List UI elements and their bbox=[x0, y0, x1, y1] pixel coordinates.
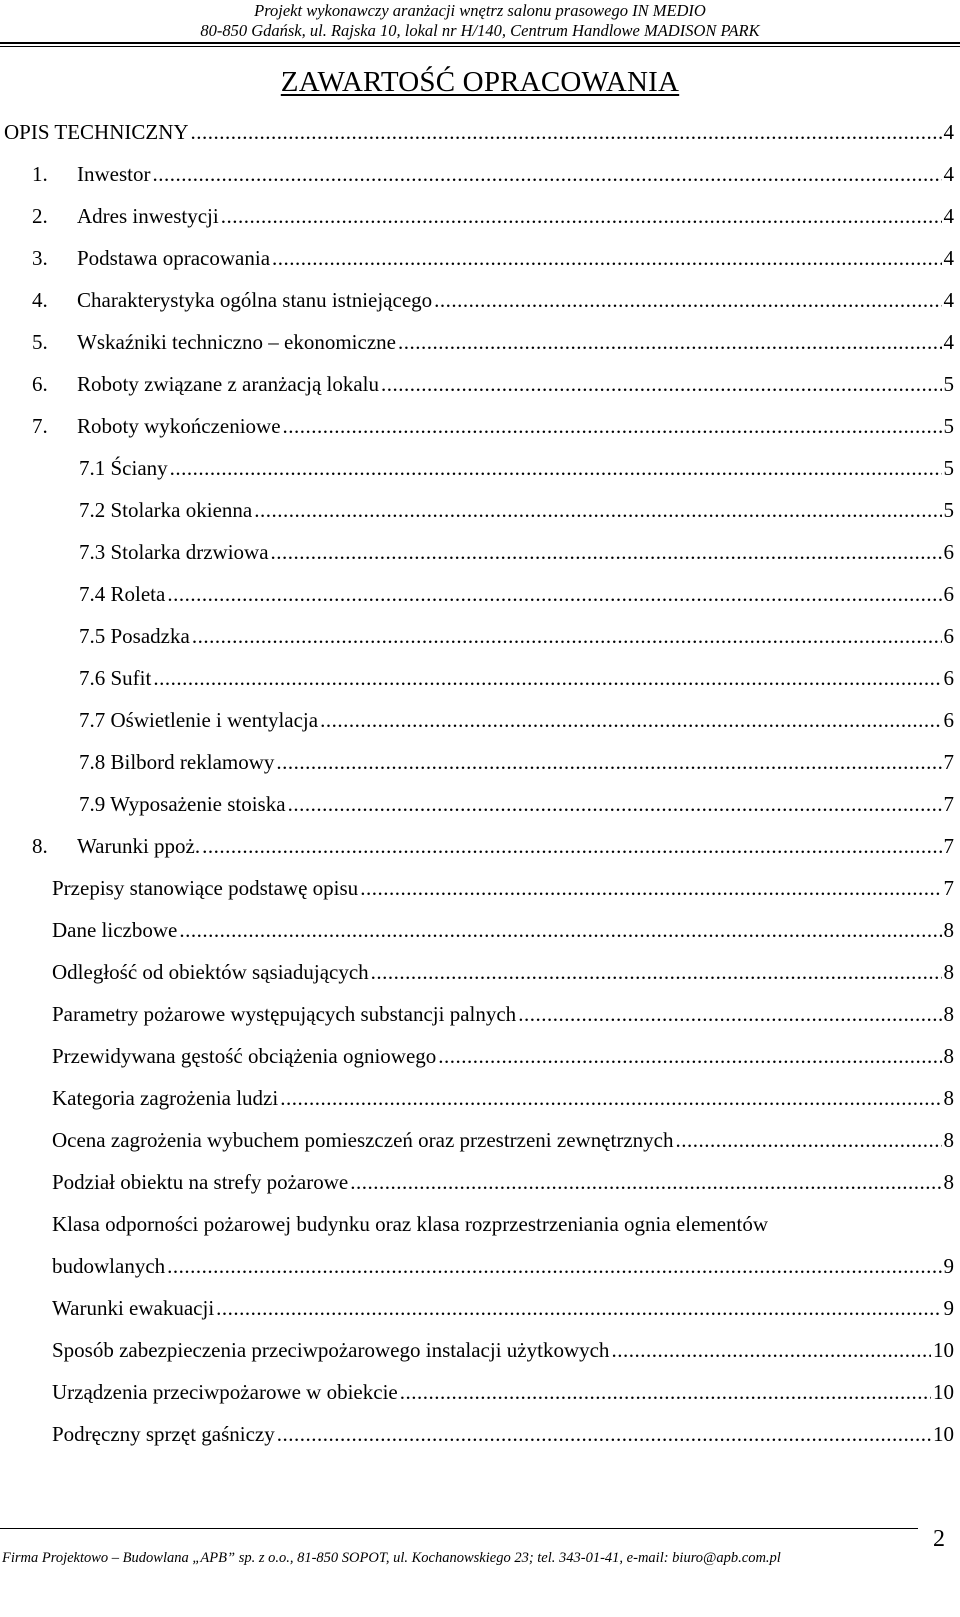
toc-entry-number: 6. bbox=[32, 372, 48, 396]
toc-entry-page: 5 bbox=[943, 372, 954, 396]
toc-entry bbox=[79, 708, 954, 738]
toc-entry bbox=[79, 540, 954, 570]
toc-dot-leader bbox=[518, 1002, 941, 1027]
toc-entry-page: 7 bbox=[943, 750, 954, 774]
toc-entry-page: 4 bbox=[943, 288, 954, 312]
toc-dot-leader bbox=[676, 1128, 942, 1153]
toc-entry-label: Przepisy stanowiące podstawę opisu bbox=[52, 876, 359, 900]
toc-entry-page: 9 bbox=[943, 1296, 954, 1320]
toc-entry bbox=[52, 876, 954, 906]
toc-entry bbox=[32, 834, 954, 864]
toc-entry-page: 7 bbox=[943, 792, 954, 816]
toc-dot-leader bbox=[277, 1422, 931, 1447]
toc-entry-label: Przewidywana gęstość obciążenia ogniowego bbox=[52, 1044, 437, 1068]
toc-entry-label: Roboty związane z aranżacją lokalu bbox=[77, 372, 380, 396]
toc-entry-label: Wskaźniki techniczno – ekonomiczne bbox=[77, 330, 396, 354]
toc-entry bbox=[32, 246, 954, 276]
toc-entry-number: 2. bbox=[32, 204, 48, 228]
toc-entry-page: 6 bbox=[943, 708, 954, 732]
toc-entry-page: 8 bbox=[943, 918, 954, 942]
toc-entry-label: Adres inwestycji bbox=[77, 204, 219, 228]
toc-entry bbox=[4, 120, 954, 150]
toc-dot-leader bbox=[152, 162, 941, 187]
toc-dot-leader bbox=[179, 918, 941, 943]
toc-entry bbox=[52, 1086, 954, 1116]
toc-entry-label: Sposób zabezpieczenia przeciwpożarowego instalacji użytkowych bbox=[52, 1338, 610, 1362]
toc-entry-label: 7.1 Ściany bbox=[79, 456, 168, 480]
toc-entry bbox=[79, 456, 954, 486]
toc-entry bbox=[52, 1296, 954, 1326]
toc-entry bbox=[52, 1254, 954, 1284]
toc-entry-page: 6 bbox=[943, 540, 954, 564]
toc-dot-leader bbox=[360, 876, 941, 901]
toc-dot-leader bbox=[191, 120, 942, 145]
toc-entry-label: Podział obiektu na strefy pożarowe bbox=[52, 1170, 349, 1194]
toc-dot-leader bbox=[202, 834, 941, 859]
toc-dot-leader bbox=[434, 288, 941, 313]
toc-entry-label: 7.8 Bilbord reklamowy bbox=[79, 750, 275, 774]
toc-entry-page: 5 bbox=[943, 456, 954, 480]
toc-dot-leader bbox=[167, 1254, 941, 1279]
toc-entry-label: 7.2 Stolarka okienna bbox=[79, 498, 253, 522]
toc-entry bbox=[32, 414, 954, 444]
toc-entry-label: Warunki ewakuacji bbox=[52, 1296, 215, 1320]
toc-entry-page: 10 bbox=[933, 1338, 954, 1362]
toc-entry-page: 6 bbox=[943, 582, 954, 606]
document-title: ZAWARTOŚĆ OPRACOWANIA bbox=[280, 66, 680, 98]
toc-entry bbox=[52, 1380, 954, 1410]
toc-entry-label: Urządzenia przeciwpożarowe w obiekcie bbox=[52, 1380, 398, 1404]
page-header bbox=[0, 0, 960, 41]
toc-entry-page: 4 bbox=[943, 204, 954, 228]
header-address: 80-850 Gdańsk, ul. Rajska 10, lokal nr H/140, Centrum Handlowe MADISON PARK bbox=[200, 21, 760, 40]
toc-entry-page: 5 bbox=[943, 414, 954, 438]
toc-entry-page: 4 bbox=[943, 162, 954, 186]
toc-dot-leader bbox=[350, 1170, 941, 1195]
toc-entry-page: 10 bbox=[933, 1380, 954, 1404]
toc-entry-label: Odległość od obiektów sąsiadujących bbox=[52, 960, 369, 984]
toc-entry bbox=[32, 162, 954, 192]
toc-entry-label: budowlanych bbox=[52, 1254, 166, 1278]
toc-entry bbox=[52, 1002, 954, 1032]
toc-entry-label: Warunki ppoż. bbox=[77, 834, 201, 858]
toc-dot-leader bbox=[438, 1044, 941, 1069]
toc-entry-label: 7.7 Oświetlenie i wentylacja bbox=[79, 708, 319, 732]
toc-entry-page: 8 bbox=[943, 1002, 954, 1026]
toc-entry bbox=[52, 960, 954, 990]
toc-dot-leader bbox=[288, 792, 942, 817]
toc-entry-label: Dane liczbowe bbox=[52, 918, 178, 942]
toc-dot-leader bbox=[170, 456, 942, 481]
page-number: 2 bbox=[933, 1526, 945, 1552]
toc-entry-page: 6 bbox=[943, 624, 954, 648]
toc-entry bbox=[32, 204, 954, 234]
toc-entry-label: Klasa odporności pożarowej budynku oraz klasa rozprzestrzeniania ognia elementów bbox=[52, 1212, 769, 1236]
toc-dot-leader bbox=[167, 582, 941, 607]
toc-dot-leader bbox=[272, 246, 941, 271]
footer-rule bbox=[0, 1528, 918, 1529]
toc-entry-number: 1. bbox=[32, 162, 48, 186]
toc-entry-page: 8 bbox=[943, 1128, 954, 1152]
toc-entry bbox=[52, 918, 954, 948]
toc-entry-number: 3. bbox=[32, 246, 48, 270]
toc-entry-label: 7.6 Sufit bbox=[79, 666, 152, 690]
toc-entry-label: 7.9 Wyposażenie stoiska bbox=[79, 792, 286, 816]
toc-dot-leader bbox=[192, 624, 942, 649]
header-rule-thin bbox=[0, 46, 960, 47]
toc-entry-number: 7. bbox=[32, 414, 48, 438]
toc-entry bbox=[52, 1338, 954, 1368]
toc-entry-page: 4 bbox=[943, 246, 954, 270]
toc-entry bbox=[52, 1128, 954, 1158]
toc-dot-leader bbox=[400, 1380, 931, 1405]
toc-entry bbox=[52, 1044, 954, 1074]
toc-dot-leader bbox=[276, 750, 941, 775]
toc-dot-leader bbox=[216, 1296, 941, 1321]
toc-entry-label: Parametry pożarowe występujących substancji palnych bbox=[52, 1002, 517, 1026]
toc-entry-page: 8 bbox=[943, 1086, 954, 1110]
toc-entry bbox=[52, 1170, 954, 1200]
toc-entry-label: Roboty wykończeniowe bbox=[77, 414, 281, 438]
toc-entry bbox=[79, 750, 954, 780]
toc-entry-label: 7.4 Roleta bbox=[79, 582, 166, 606]
toc-entry-page: 6 bbox=[943, 666, 954, 690]
toc-dot-leader bbox=[283, 414, 942, 439]
toc-entry-label: Podręczny sprzęt gaśniczy bbox=[52, 1422, 275, 1446]
toc-entry bbox=[79, 792, 954, 822]
toc-dot-leader bbox=[280, 1086, 941, 1111]
toc-dot-leader bbox=[320, 708, 941, 733]
toc-entry-number: 4. bbox=[32, 288, 48, 312]
toc-entry-page: 5 bbox=[943, 498, 954, 522]
toc-entry bbox=[32, 372, 954, 402]
toc-entry-page: 4 bbox=[943, 120, 954, 144]
toc-dot-leader bbox=[611, 1338, 931, 1363]
toc-entry bbox=[79, 666, 954, 696]
toc-entry-page: 7 bbox=[943, 834, 954, 858]
toc-entry-label: 7.5 Posadzka bbox=[79, 624, 190, 648]
toc-entry-page: 8 bbox=[943, 960, 954, 984]
toc-entry-page: 8 bbox=[943, 1170, 954, 1194]
toc-entry-number: 8. bbox=[32, 834, 48, 858]
toc-entry-label: Podstawa opracowania bbox=[77, 246, 271, 270]
toc-entry-page: 4 bbox=[943, 330, 954, 354]
toc-entry-page: 10 bbox=[933, 1422, 954, 1446]
toc-entry bbox=[79, 498, 954, 528]
toc-entry bbox=[52, 1212, 954, 1242]
toc-entry-label: 7.3 Stolarka drzwiowa bbox=[79, 540, 269, 564]
header-rule bbox=[0, 42, 960, 44]
toc-entry-page: 8 bbox=[943, 1044, 954, 1068]
footer-company-info: Firma Projektowo – Budowlana „APB” sp. z o.o., 81-850 SOPOT, ul. Kochanowskiego 23; tel. 343-01-41, e-mail: biuro@apb.com.pl bbox=[2, 1550, 781, 1566]
toc-dot-leader bbox=[221, 204, 942, 229]
toc-entry bbox=[32, 330, 954, 360]
header-project-title: Projekt wykonawczy aranżacji wnętrz salonu prasowego IN MEDIO bbox=[254, 1, 706, 20]
toc-dot-leader bbox=[381, 372, 941, 397]
toc-dot-leader bbox=[371, 960, 942, 985]
toc-entry-number: 5. bbox=[32, 330, 48, 354]
toc-entry bbox=[79, 582, 954, 612]
toc-entry-label: Inwestor bbox=[77, 162, 151, 186]
toc-dot-leader bbox=[254, 498, 941, 523]
toc-entry-label: Charakterystyka ogólna stanu istniejącego bbox=[77, 288, 433, 312]
toc-entry bbox=[52, 1422, 954, 1452]
toc-dot-leader bbox=[153, 666, 941, 691]
toc-entry-page: 7 bbox=[943, 876, 954, 900]
toc-entry-label: OPIS TECHNICZNY bbox=[4, 120, 189, 144]
toc-dot-leader bbox=[398, 330, 942, 355]
toc-entry bbox=[79, 624, 954, 654]
toc-entry bbox=[32, 288, 954, 318]
toc-entry-label: Ocena zagrożenia wybuchem pomieszczeń oraz przestrzeni zewnętrznych bbox=[52, 1128, 674, 1152]
toc-entry-label: Kategoria zagrożenia ludzi bbox=[52, 1086, 279, 1110]
toc-entry-page: 9 bbox=[943, 1254, 954, 1278]
toc-dot-leader bbox=[271, 540, 942, 565]
